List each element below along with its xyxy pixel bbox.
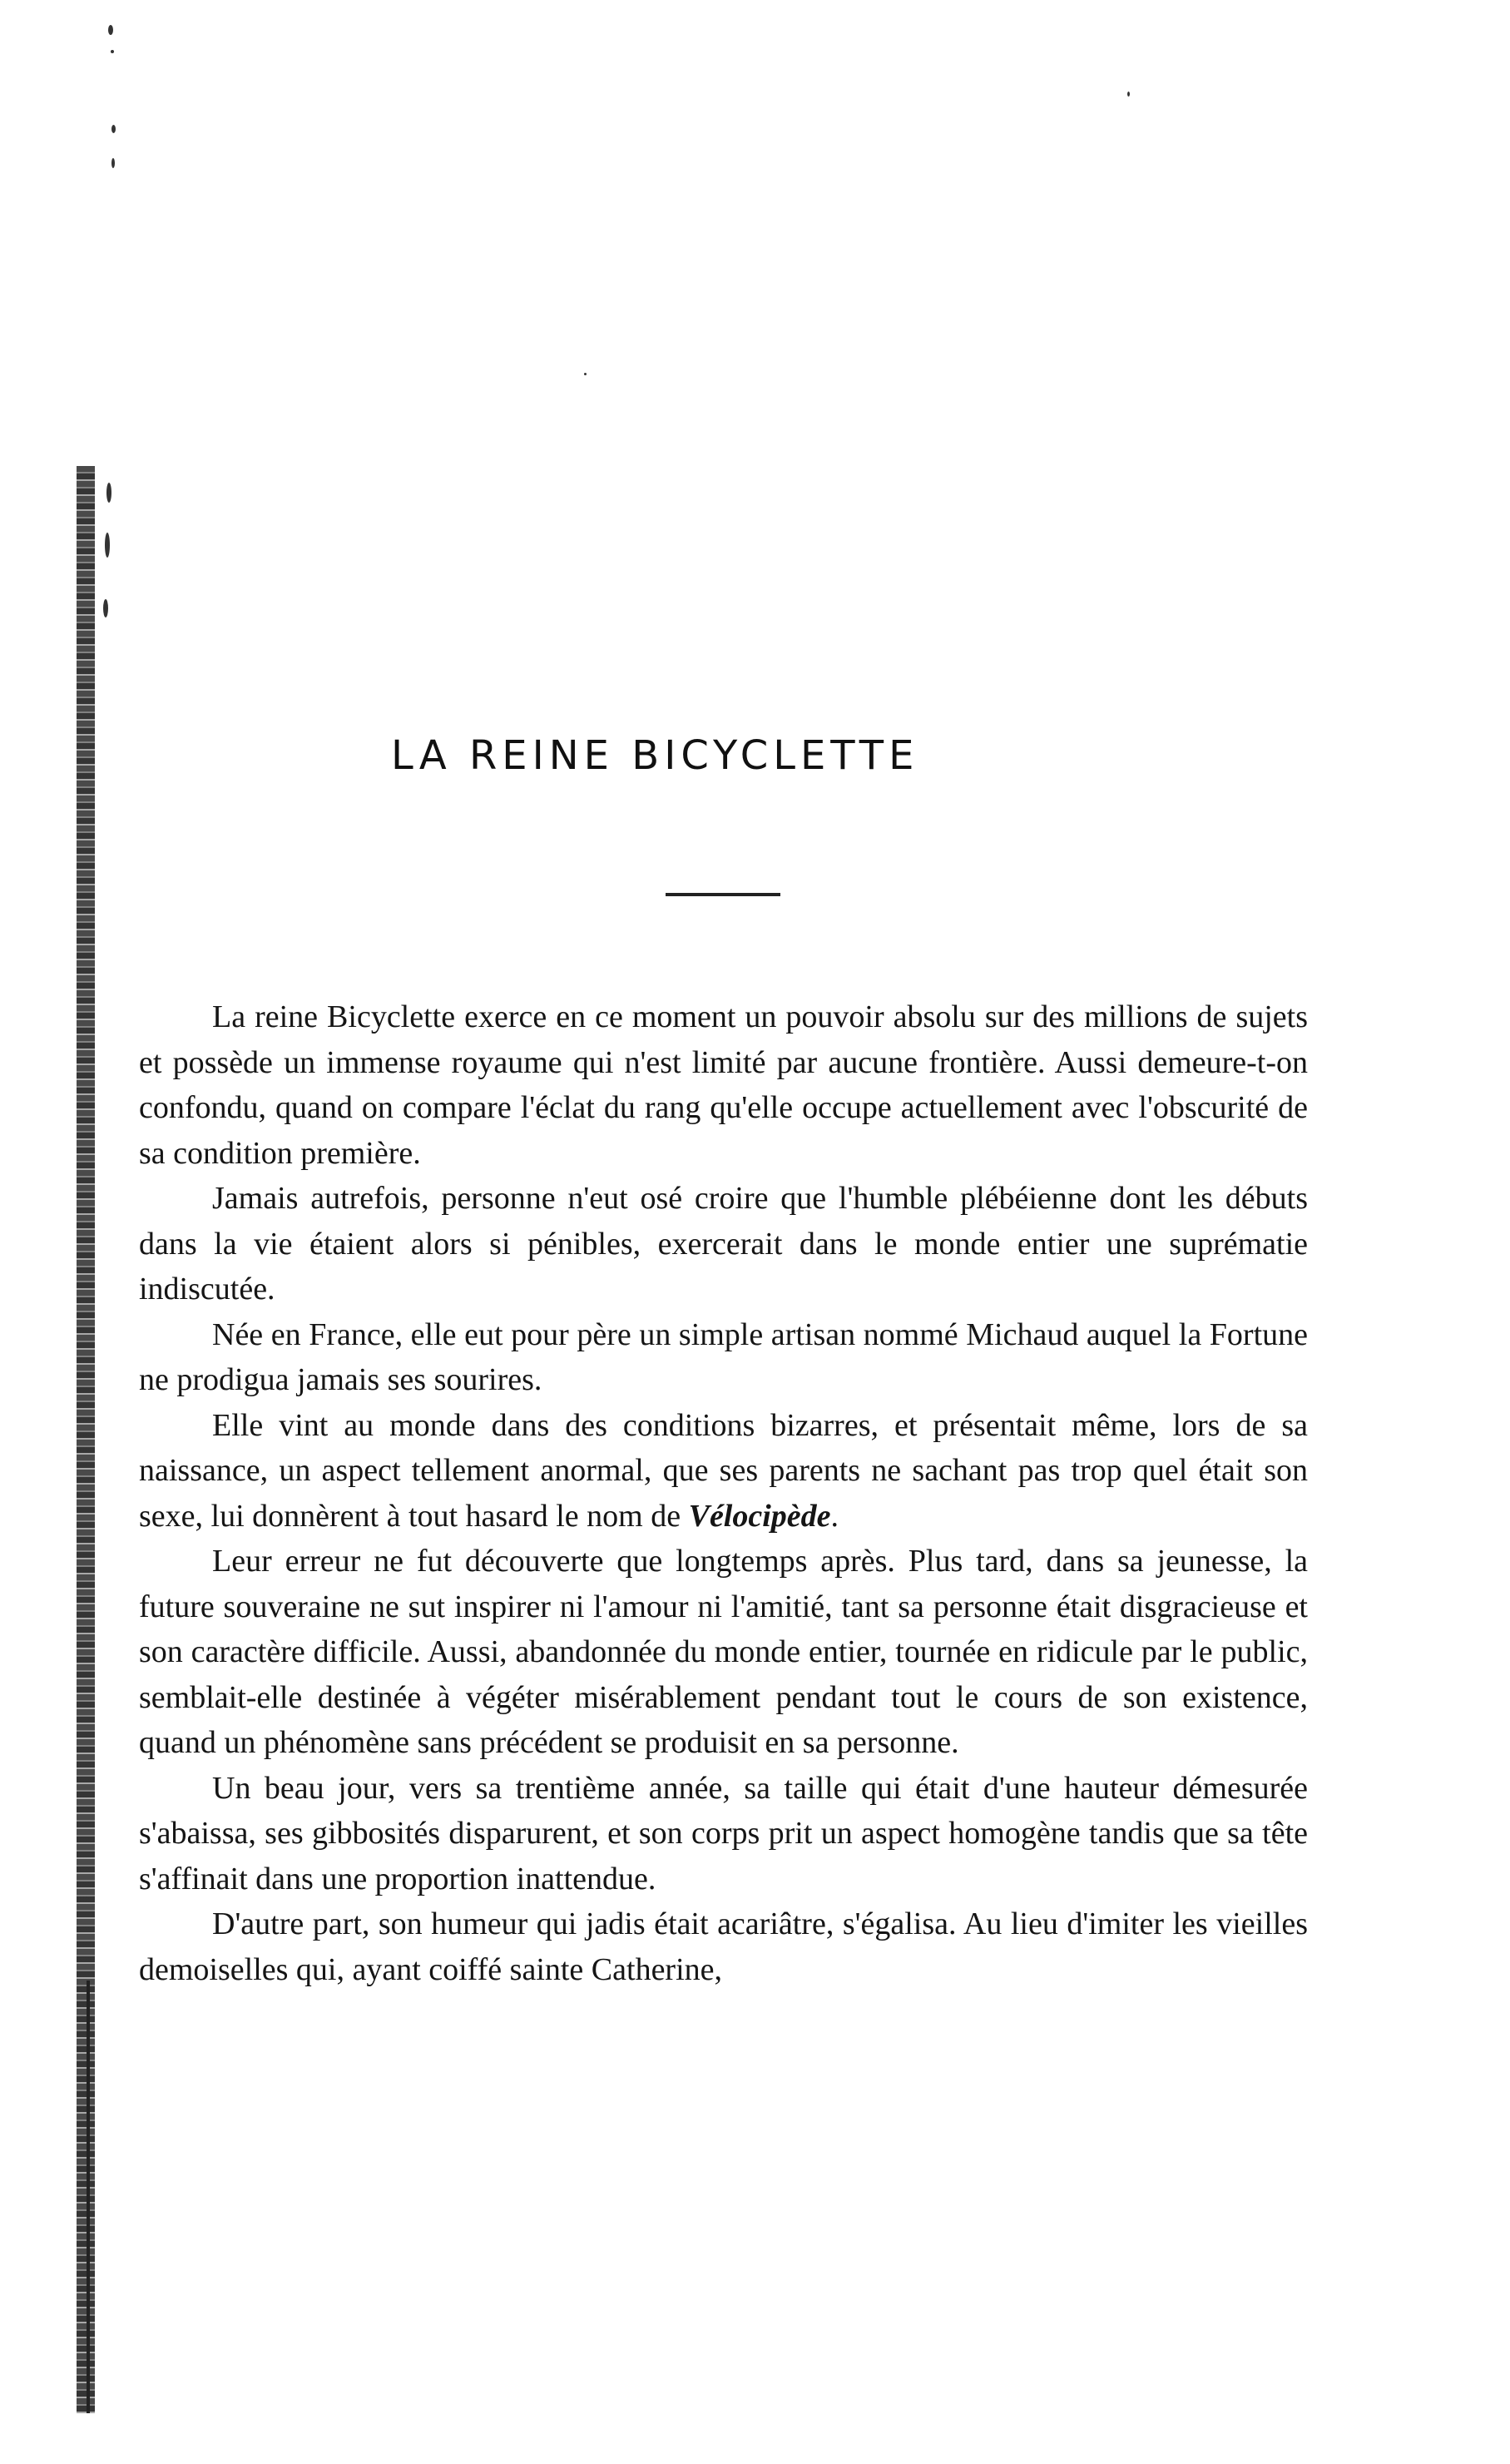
scan-speck <box>103 599 108 617</box>
scan-speck <box>111 50 114 53</box>
scan-speck <box>105 533 110 558</box>
paragraph <box>139 1403 1308 1539</box>
paragraph-text: . <box>830 1498 839 1534</box>
scan-speck <box>584 373 587 375</box>
binding-edge-shadow <box>77 466 95 2413</box>
paragraph: D'autre part, son humeur qui jadis était acariâtre, s'égalisa. Au lieu d'imiter les vieilles demoiselles qui, ayant coiffé sainte Catherine, <box>139 1906 1308 1987</box>
page-title: LA REINE BICYCLETTE <box>391 732 919 779</box>
paragraph-text: Elle vint au monde dans des conditions bizarres, et présentait même, lors de sa naissance, un aspect tellement anormal, que ses parents ne sachant pas trop quel était son sexe, lui donnèrent à tout hasard le nom de <box>139 1407 1308 1534</box>
body-text <box>139 994 1308 1992</box>
paragraph: Un beau jour, vers sa trentième année, sa taille qui était d'une hauteur démesurée s'abaissa, ses gibbosités disparurent, et son corps prit un aspect homogène tandis que sa tête s'affinait dans une proportion inattendue. <box>139 1770 1308 1896</box>
paragraph: Leur erreur ne fut découverte que longtemps après. Plus tard, dans sa jeunesse, la future souveraine ne sut inspirer ni l'amour ni l'amitié, tant sa personne était disgracieuse et son caractère difficile. Aussi, abandonnée du monde entier, tournée en ridicule par le public, semblait-elle destinée à végéter misérablement pendant tout le cours de son existence, quand un phénomène sans précédent se produisit en sa personne. <box>139 1544 1308 1760</box>
binding-edge-line <box>87 1981 90 2413</box>
scan-speck <box>106 483 111 503</box>
scan-speck <box>111 125 116 133</box>
title-rule <box>666 893 780 896</box>
paragraph: Jamais autrefois, personne n'eut osé croire que l'humble plébéienne dont les débuts dans la vie étaient alors si pénibles, exercerait dans le monde entier une suprématie indiscutée. <box>139 1181 1308 1306</box>
scan-speck <box>108 25 113 35</box>
paragraph: La reine Bicyclette exerce en ce moment un pouvoir absolu sur des millions de sujets et possède un immense royaume qui n'est limité par aucune frontière. Aussi demeure-t-on confondu, quand on compare l'éclat du rang qu'elle occupe actuellement avec l'obscurité de sa condition première. <box>139 999 1308 1171</box>
emphasized-name: Vélocipède <box>688 1498 831 1534</box>
scan-speck <box>111 158 115 168</box>
scan-speck <box>1127 92 1130 97</box>
paragraph: Née en France, elle eut pour père un simple artisan nommé Michaud auquel la Fortune ne prodigua jamais ses sourires. <box>139 1316 1308 1397</box>
